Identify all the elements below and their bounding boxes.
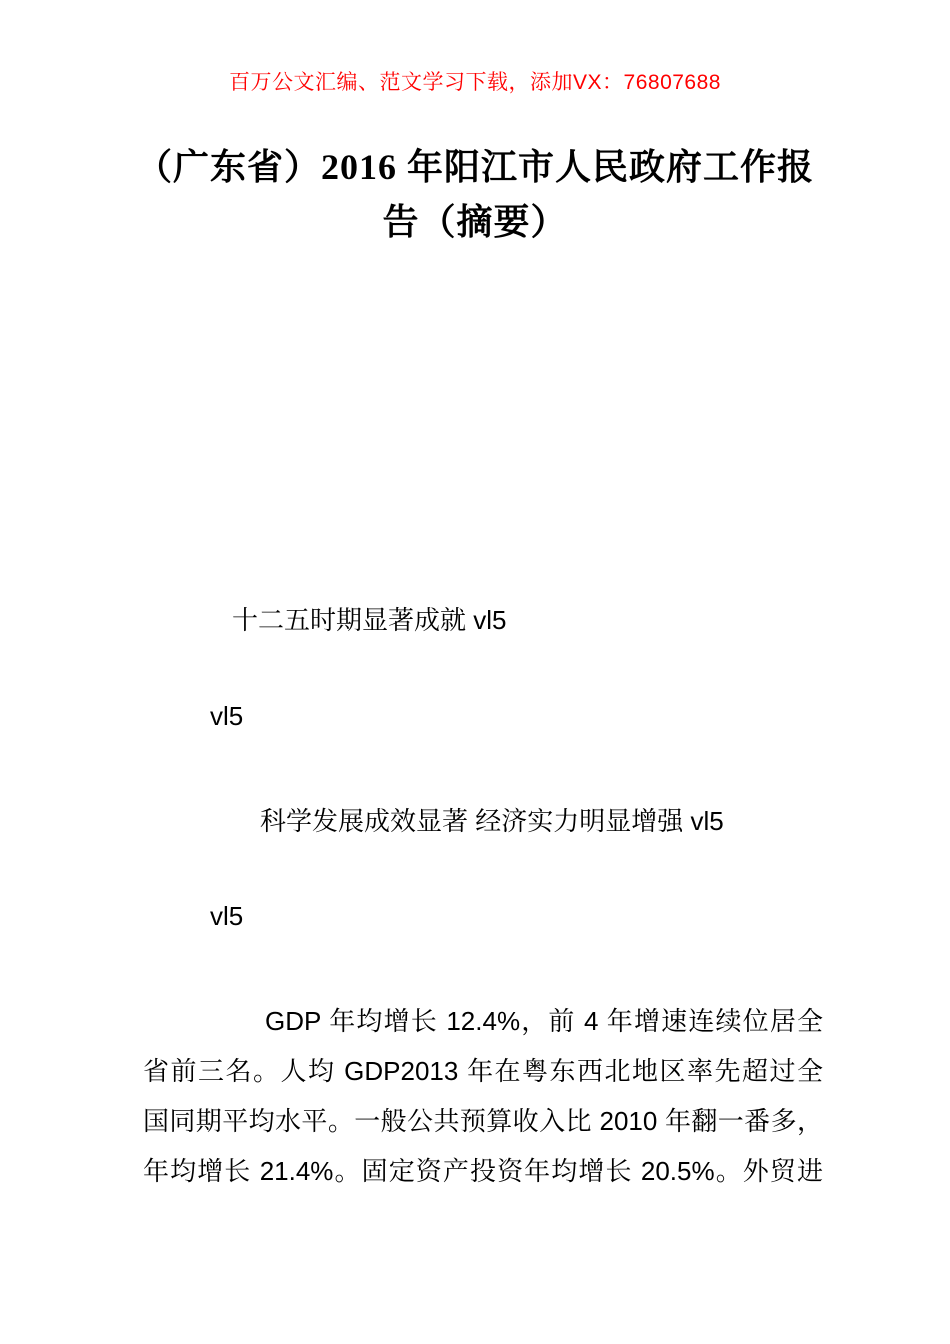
- section-marker-2: vl5: [210, 901, 244, 931]
- body-paragraph: [143, 996, 823, 1196]
- promo-banner-text: 百万公文汇编、范文学习下载，添加VX：76807688: [229, 71, 721, 94]
- document-title: [0, 140, 950, 250]
- section-marker-1: vl5: [210, 701, 244, 731]
- section-heading-achievements: 十二五时期显著成就 vl5: [232, 605, 507, 635]
- paragraph-line-2: 省前三名。人均 GDP2013 年在粤东西北地区率先超过全: [143, 1056, 823, 1086]
- document-title-line-1: （广东省）2016 年阳江市人民政府工作报: [135, 147, 814, 187]
- paragraph-line-3: 国同期平均水平。一般公共预算收入比 2010 年翻一番多，: [143, 1106, 823, 1136]
- section-heading-economy: 科学发展成效显著 经济实力明显增强 vl5: [260, 806, 724, 836]
- document-title-line-2: 告（摘要）: [382, 202, 568, 242]
- paragraph-line-4: 年均增长 21.4%。固定资产投资年均增长 20.5%。外贸进: [143, 1156, 823, 1186]
- paragraph-line-1: GDP 年均增长 12.4%，前 4 年增速连续位居全: [265, 1006, 823, 1036]
